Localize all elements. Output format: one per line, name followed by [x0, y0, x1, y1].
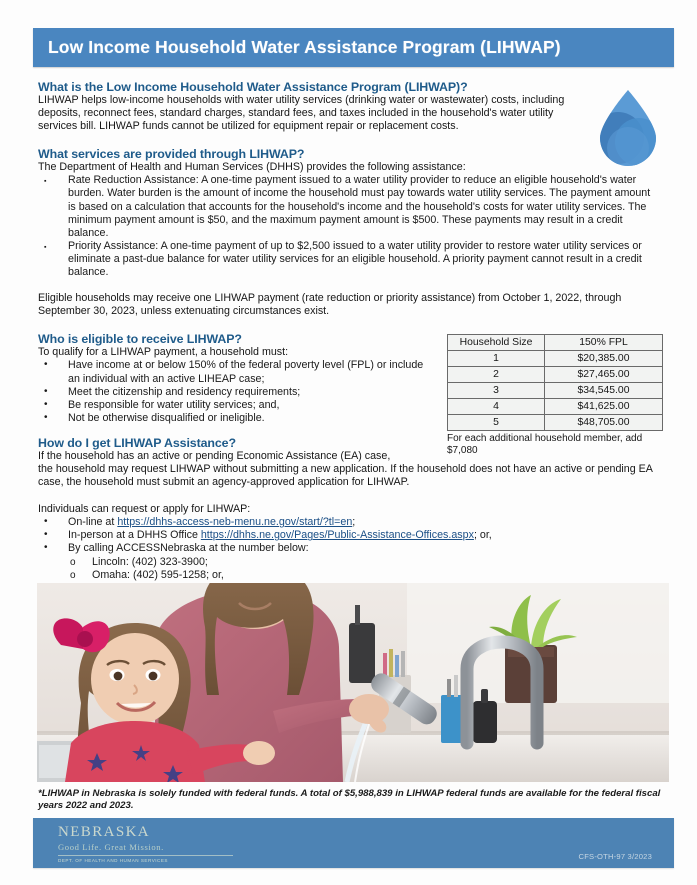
column-header-fpl: 150% FPL	[545, 335, 663, 351]
kitchen-sink-photo	[37, 583, 669, 782]
cell-fpl-amount: $34,545.00	[545, 383, 663, 399]
section-closing-what-services: Eligible households may receive one LIHWAP payment (rate reduction or priority assistance) from October 1, 2022, through September 30, 2023, unless extenuating circumstances exist.	[38, 292, 622, 318]
apply-suffix-online: ;	[352, 516, 356, 529]
section-intro-who-eligible: To qualify for a LIHWAP payment, a household must:	[38, 346, 289, 359]
section-heading-what-services: What services are provided through LIHWAP?	[38, 147, 305, 162]
cell-fpl-amount: $41,625.00	[545, 399, 663, 415]
services-bullet-list	[38, 174, 658, 279]
list-item	[38, 529, 658, 542]
cell-household-size: 3	[448, 383, 545, 399]
title-banner	[33, 28, 674, 67]
list-item: • Not be otherwise disqualified or ineligible.	[38, 412, 428, 425]
section-what-services	[38, 147, 658, 318]
footer-bar	[33, 818, 674, 868]
list-item: ▪ Rate Reduction Assistance: A one-time payment issued to a water utility provider to reduce an eligible household's water burden. Water burden is the amount of income the household must pay towards water utility services. The payment amount is based on a calculation that accounts for the household's income and the household's costs for water utility services. The minimum payment amount is $50, and the maximum payment amount is $500. These payments may result in a credit balance.	[38, 174, 658, 239]
department-name: DEPT. OF HEALTH AND HUMAN SERVICES	[58, 858, 168, 863]
column-header-household-size: Household Size	[448, 335, 545, 351]
document-code: CFS-OTH-97 3/2023	[578, 852, 652, 861]
cell-household-size: 1	[448, 351, 545, 367]
list-item	[38, 516, 658, 529]
section-intro-what-services: The Department of Health and Human Services (DHHS) provides the following assistance:	[38, 161, 466, 174]
table-row	[448, 383, 663, 399]
cell-fpl-amount: $20,385.00	[545, 351, 663, 367]
table-row	[448, 399, 663, 415]
section-what-is	[38, 80, 658, 133]
section-heading-how-to-get: How do I get LIHWAP Assistance?	[38, 435, 236, 450]
table-header-row	[448, 335, 663, 351]
cell-household-size: 4	[448, 399, 545, 415]
link-online-application[interactable]: https://dhhs-access-neb-menu.ne.gov/start/?tl=en	[117, 516, 353, 529]
page-title: Low Income Household Water Assistance Program (LIHWAP)	[48, 37, 561, 57]
logo-divider	[58, 855, 233, 856]
fpl-note	[447, 433, 663, 457]
table-row	[448, 415, 663, 431]
apply-prefix-phone: By calling ACCESSNebraska at the number below:	[68, 542, 309, 555]
eligibility-bullet-list	[38, 359, 428, 424]
fpl-note-line1: For each additional household member, add	[447, 433, 643, 444]
list-item: o Omaha: (402) 595-1258; or,	[38, 569, 658, 583]
apply-suffix-inperson: ; or,	[473, 529, 492, 542]
list-item	[38, 542, 658, 555]
list-item: • Be responsible for water utility services; and,	[38, 399, 428, 412]
section-heading-what-is: What is the Low Income Household Water Assistance Program (LIHWAP)?	[38, 80, 468, 94]
apply-prefix-online: On-line at	[68, 516, 118, 529]
link-dhhs-offices[interactable]: https://dhhs.ne.gov/Pages/Public-Assistance-Offices.aspx	[200, 529, 474, 542]
list-item: • Have income at or below 150% of the federal poverty level (FPL) or include an individual with an active LIHEAP case;	[38, 359, 428, 385]
section-heading-who-eligible: Who is eligible to receive LIHWAP?	[38, 332, 242, 347]
nebraska-wordmark: NEBRASKA	[58, 824, 151, 840]
federal-funding-footnote: *LIHWAP in Nebraska is solely funded with federal funds. A total of $5,988,839 in LIHWAP federal funds are available for the federal fiscal years 2022 and 2023.	[38, 788, 661, 811]
cell-fpl-amount: $27,465.00	[545, 367, 663, 383]
table-row	[448, 367, 663, 383]
list-item: • Meet the citizenship and residency requirements;	[38, 386, 428, 399]
cell-fpl-amount: $48,705.00	[545, 415, 663, 431]
section-text-how-to-get-line1: If the household has an active or pending Economic Assistance (EA) case,	[38, 449, 391, 462]
table-row	[448, 351, 663, 367]
list-item: o Lincoln: (402) 323-3900;	[38, 556, 658, 570]
fpl-table	[447, 334, 663, 431]
apply-prefix-inperson: In-person at a DHHS Office	[68, 529, 201, 542]
cell-household-size: 5	[448, 415, 545, 431]
nebraska-tagline: Good Life. Great Mission.	[58, 842, 164, 852]
section-text-what-is: LIHWAP helps low-income households with water utility services (drinking water or wastewater) costs, including deposits, reconnect fees, standard charges, standard fees, and taxes included in the household's water utility services bill. LIHWAP funds cannot be utilized for equipment repair or replacement costs.	[38, 94, 565, 133]
section-intro-apply: Individuals can request or apply for LIHWAP:	[38, 503, 251, 516]
apply-bullet-list	[38, 516, 658, 555]
cell-household-size: 2	[448, 367, 545, 383]
fpl-table-container	[447, 334, 663, 457]
section-text-how-to-get-rest: the household may request LIHWAP without submitting a new application. If the household does not have an active or pending EA case, the household must submit an agency-approved application for LIHWAP.	[38, 462, 653, 489]
list-item: ▪ Priority Assistance: A one-time payment of up to $2,500 issued to a water utility provider to restore water utility services or eliminate a past-due balance for water utility services for an eligible household. A priority payment cannot result in a credit balance.	[38, 240, 658, 279]
nebraska-logo	[58, 824, 288, 863]
photo-illustration	[37, 583, 669, 782]
fpl-note-line2: $7,080	[447, 445, 478, 456]
